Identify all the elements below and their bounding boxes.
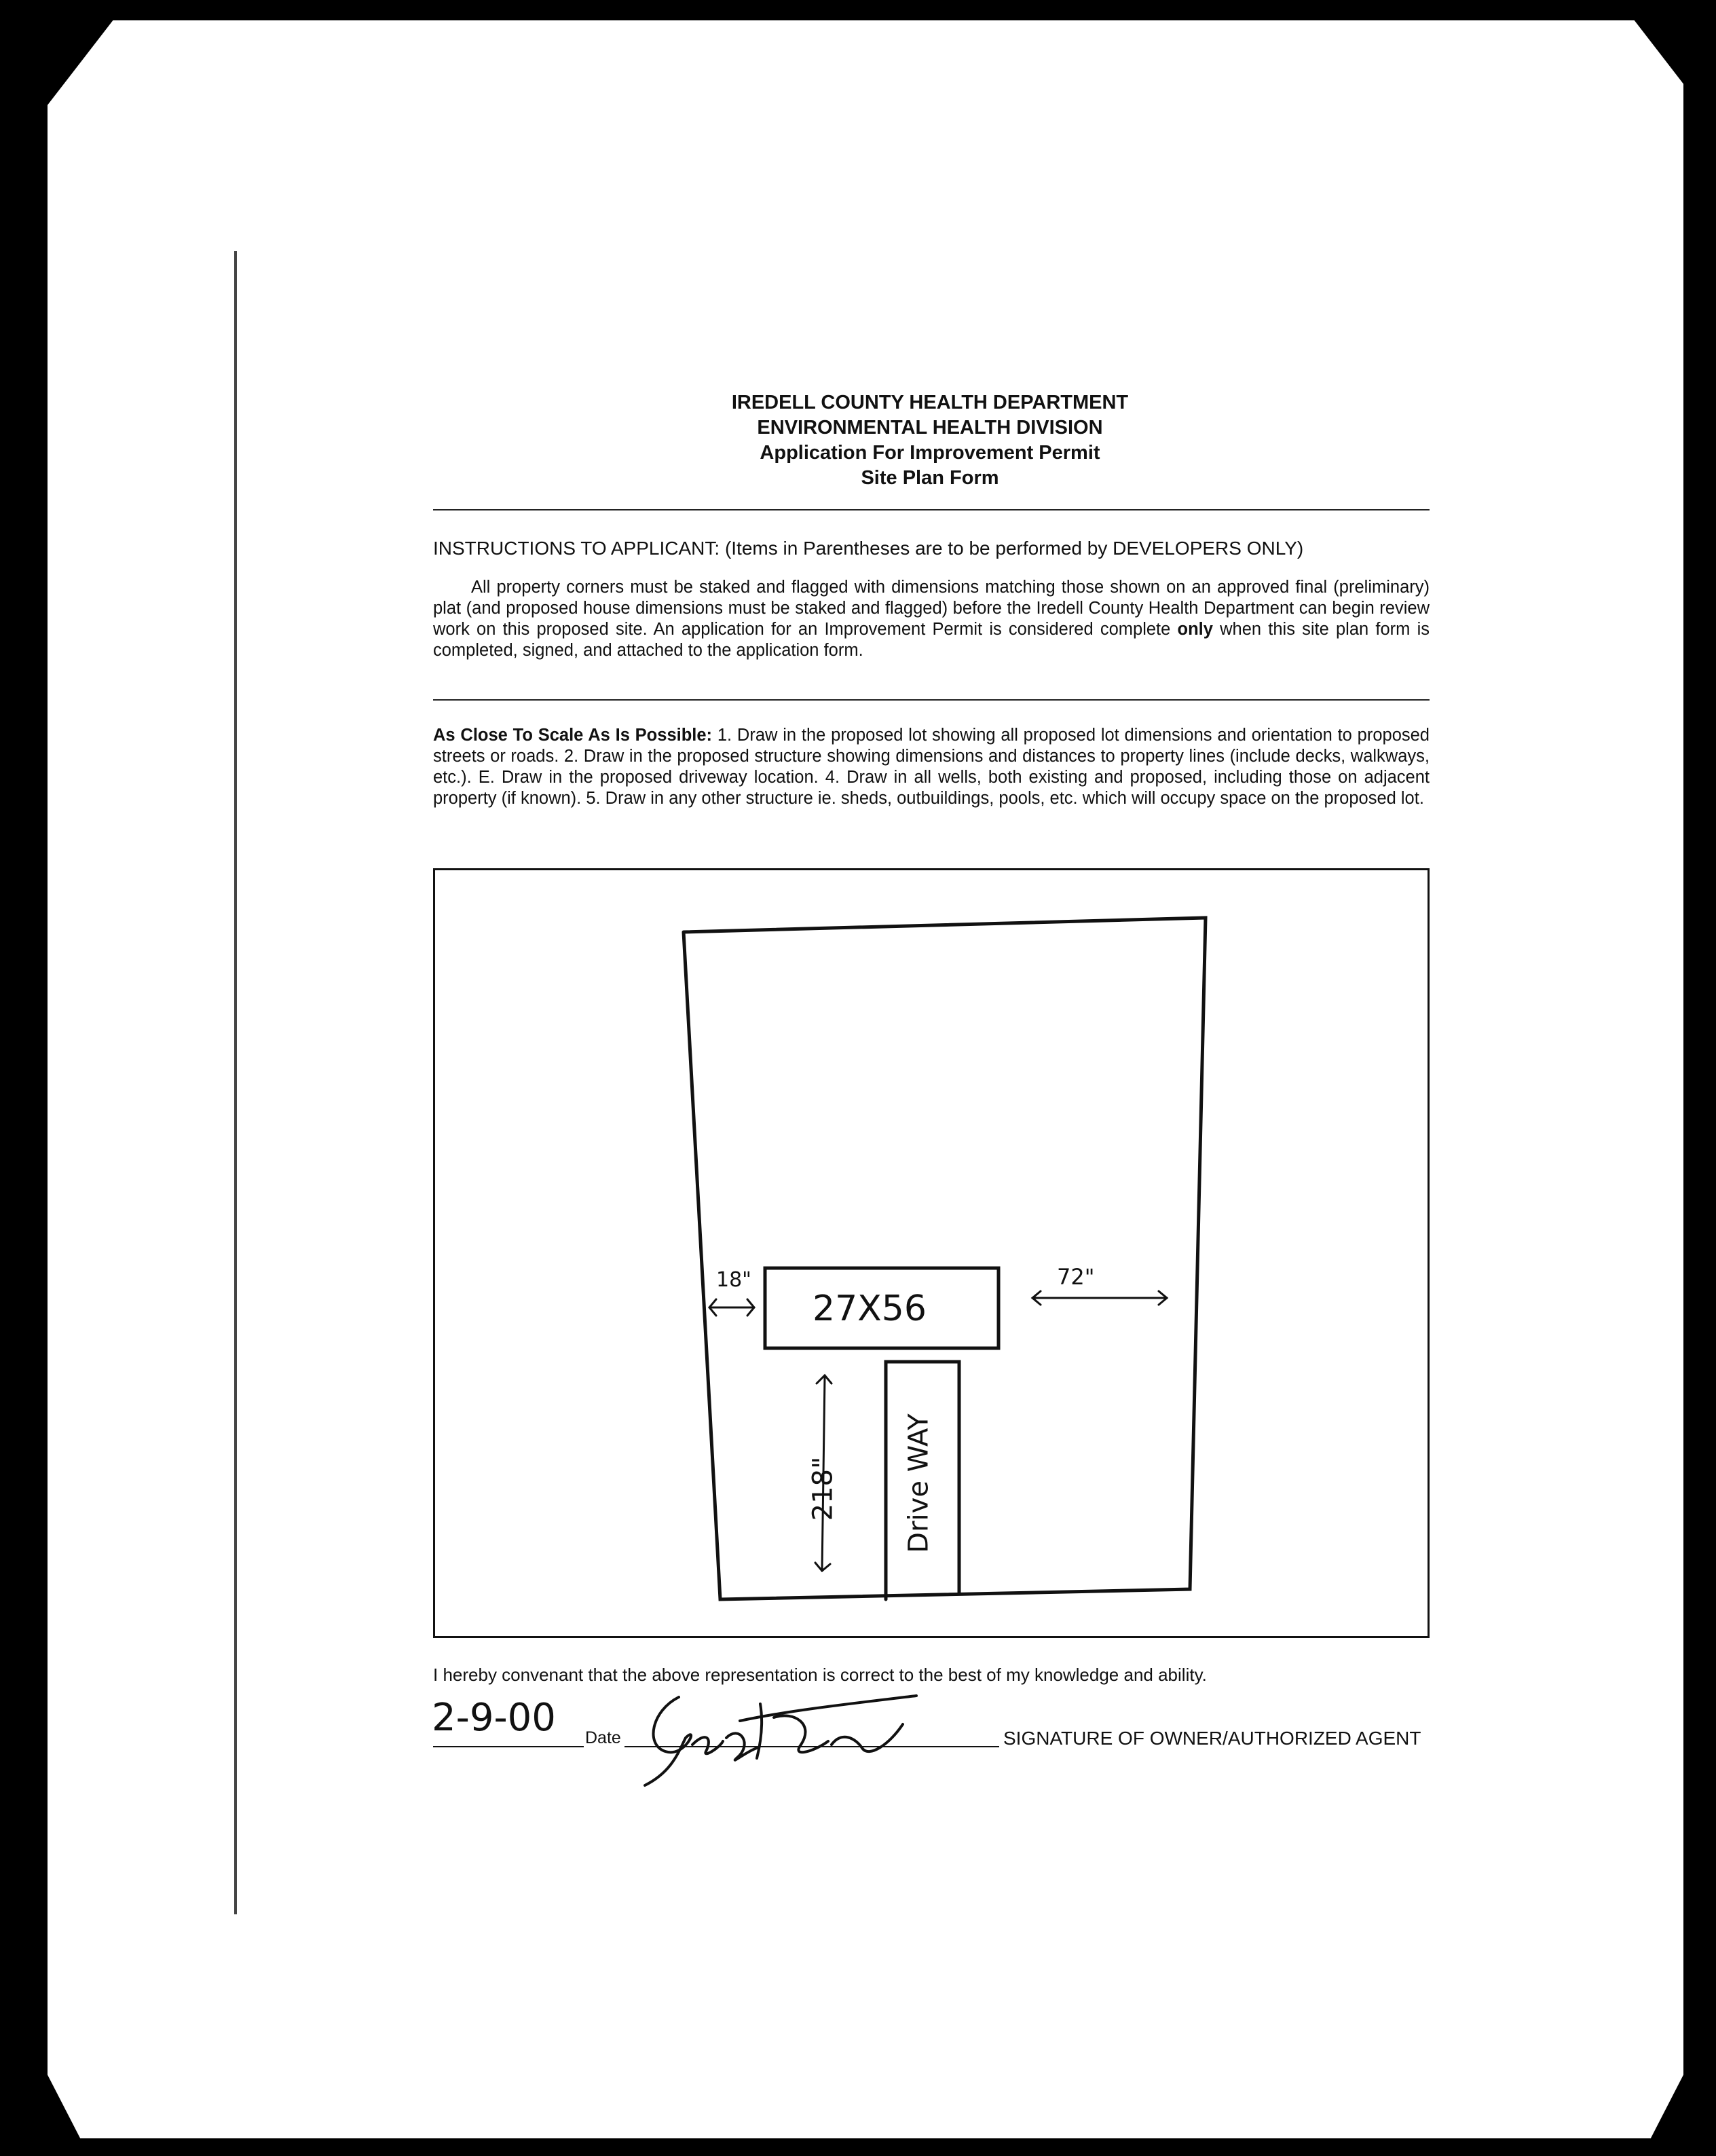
signature-label: SIGNATURE OF OWNER/AUTHORIZED AGENT (1003, 1728, 1421, 1749)
front-setback-label: 218" (807, 1456, 839, 1521)
date-underline (433, 1746, 584, 1747)
header-department: IREDELL COUNTY HEALTH DEPARTMENT (731, 392, 1129, 413)
right-setback-label: 72" (1057, 1264, 1095, 1290)
header-application: Application For Improvement Permit (760, 442, 1100, 464)
lot-boundary (684, 918, 1206, 1599)
scale-instruction-bold: As Close To Scale As Is Possible: (433, 726, 713, 745)
instructions-paragraph-1-bold: only (1177, 620, 1213, 639)
covenant-statement: I hereby convenant that the above representation is correct to the best of my knowledge and ability. (433, 1665, 1207, 1685)
left-setback-arrow (709, 1299, 754, 1316)
instructions-paragraph-1-main: All property corners must be staked and flagged with dimensions matching those shown on an approved final (preliminary) plat (and proposed house dimensions must be staked and flagged) before the Iredell County Health Department can begin review work on this proposed site. An application for an Improvement Permit is considered complete (433, 578, 1430, 639)
header-division: ENVIRONMENTAL HEALTH DIVISION (757, 417, 1103, 439)
house-dimensions-label: 27X56 (813, 1288, 927, 1329)
driveway-label: Drive WAY (903, 1413, 935, 1553)
header-divider (433, 509, 1430, 510)
date-value[interactable]: 2-9-00 (432, 1696, 556, 1740)
instructions-title: INSTRUCTIONS TO APPLICANT: (Items in Parentheses are to be performed by DEVELOPERS ONLY) (433, 538, 1304, 559)
header-form-title: Site Plan Form (861, 467, 999, 489)
left-setback-label: 18" (716, 1268, 751, 1292)
binding-margin-line (234, 251, 237, 1914)
right-setback-arrow (1032, 1291, 1167, 1305)
form-header (428, 390, 1432, 491)
date-label: Date (585, 1728, 621, 1747)
instructions-paragraph-1 (433, 577, 1430, 661)
scale-instruction-text: 1. Draw in the proposed lot showing all proposed lot dimensions and orientation to proposed streets or roads. 2. Draw in the proposed structure showing dimensions and distances to property lines (include decks, walkways, etc.). E. Draw in the proposed driveway location. 4. Draw in all wells, both existing and proposed, including those on adjacent property (if known). 5. Draw in any other structure ie. sheds, outbuildings, pools, etc. which will occupy space on the proposed lot. (433, 726, 1430, 808)
instructions-divider (433, 699, 1430, 701)
site-plan-drawing-area[interactable] (433, 868, 1430, 1638)
instructions-paragraph-1-end: when this site plan form is completed, signed, and attached to the application form. (433, 620, 1430, 660)
handwritten-signature[interactable] (638, 1684, 923, 1792)
instructions-paragraph-2 (433, 725, 1430, 809)
